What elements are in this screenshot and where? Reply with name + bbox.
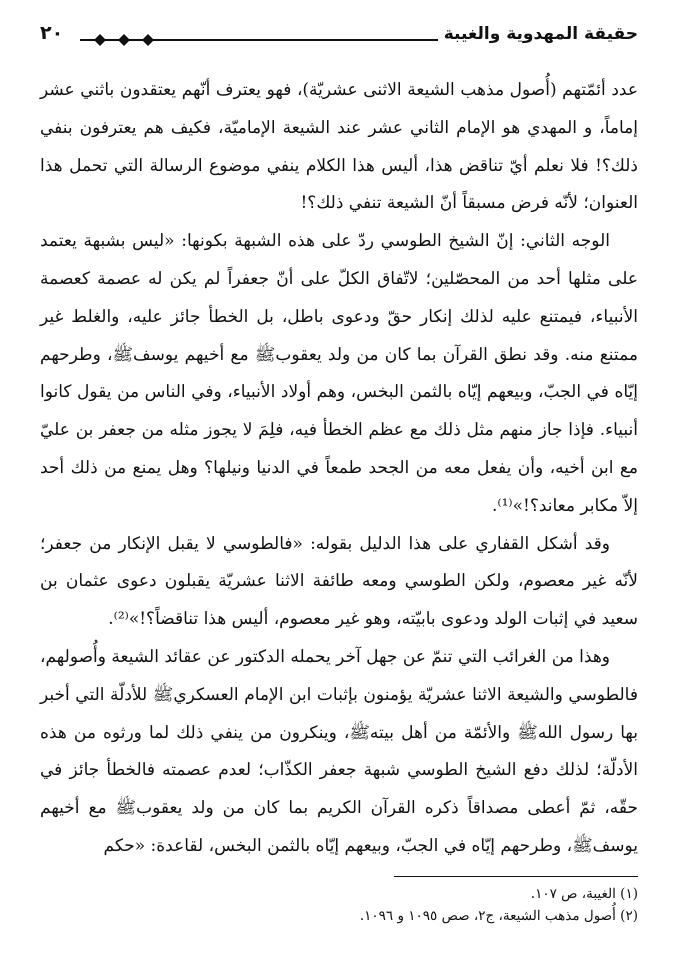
page-number: ٢٠ [40, 22, 64, 44]
paragraph: عدد أئمّتهم (أُصول مذهب الشيعة الاثنى عشريّة)، فهو يعترف أنّهم يعتقدون باثني عشر إماماً، و المهدي هو الإمام الثاني عشر عند الشيعة الإماميّة، فكيف هم يعترفون بنفي ذلك؟! فلا نعلم أيّ تناقض هذا، أليس هذا الكلام ينفي موضوع الرسالة التي تحمل هذا العنوان؛ لأنّه فرض مسبقاً أنّ الشيعة تنفي ذلك؟! [40, 80, 638, 214]
body-text [40, 72, 638, 866]
paragraph: وقد أشكل القفاري على هذا الدليل بقوله: «فالطوسي لا يقبل الإنكار من جعفر؛ لأنّه غير معصوم، ولكن الطوسي ومعه طائفة الاثنا عشريّة يقبلون دعوى عثمان بن سعيد في إثبات الولد ودعوى بابيّته، وهو غير معصوم، أليس هذا تناقضاً؟!»⁽²⁾. [40, 533, 638, 630]
paragraph: وهذا من الغرائب التي تنمّ عن جهل آخر يحمله الدكتور عن عقائد الشيعة وأُصولهم، فالطوسي والشيعة الاثنا عشريّة يؤمنون بإثبات ابن الإمام العسكريﷺ للأدلّة التي أخبر بها رسول اللهﷺ والأئمّة من أهل بيتهﷺ، وينكرون من ينفي ذلك لما ورثوه من هذه الأدلّة؛ لذلك دفع الشيخ الطوسي شبهة جعفر الكذّاب؛ لعدم عصمته فالخطأ جائز في حقّه، ثمّ أعطى مصداقاً ذكره القرآن الكريم بما كان من ولد يعقوبﷺ مع أخيهم يوسفﷺ، وطرحهم إيّاه في الجبّ، وبيعهم إيّاه بالثمن البخس، لقاعدة: «حكم [40, 646, 638, 856]
footnote: (١) الغيبة، ص ١٠٧. [530, 886, 638, 902]
paragraph: الوجه الثاني: إنّ الشيخ الطوسي ردّ على هذه الشبهة بكونها: «ليس بشبهة يعتمد على مثلها أحد من المحصّلين؛ لاتّفاق الكلّ على أنّ جعفراً لم يكن له عصمة كعصمة الأنبياء، فيمتنع عليه لذلك إنكار حقّ ودعوى باطل، بل الخطأ جائز عليه، والغلط غير ممتنع منه. وقد نطق القرآن بما كان من ولد يعقوبﷺ مع أخيهم يوسفﷺ، وطرحهم إيّاه في الجبّ، وبيعهم إيّاه بالثمن البخس، وهم أولاد الأنبياء، وفي الناس من يقول كانوا أنبياء. فإذا جاز منهم مثل ذلك مع عظم الخطأ فيه، فلِمَ لا يجوز مثله من جعفر بن عليّ مع ابن أخيه، وأن يفعل معه من الجحد طمعاً في الدنيا ونيلها؟ وهل يمنع من ذلك أحد إلاّ مكابر معاند؟!»⁽¹⁾. [40, 231, 638, 516]
running-title: حقيقة المهدوية والغيبة [443, 24, 638, 44]
footnote-rule [394, 876, 638, 877]
footnotes [78, 883, 638, 927]
footnote: (٢) أُصول مذهب الشيعة، ج٢، صص ١٠٩٥ و ١٠٩٦. [359, 908, 638, 924]
header-ornament-icon [84, 33, 169, 47]
page-header [40, 20, 638, 56]
